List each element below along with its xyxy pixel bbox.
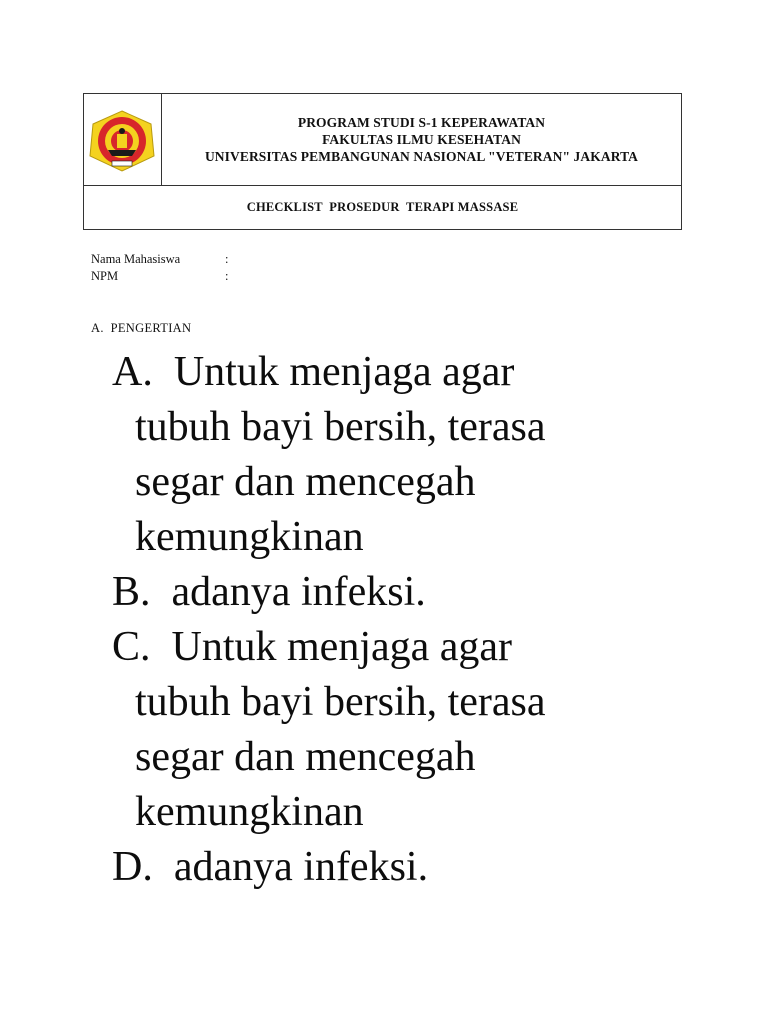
program-study-line: PROGRAM STUDI S-1 KEPERAWATAN [297, 115, 546, 130]
field-label-name: Nama Mahasiswa [91, 252, 181, 266]
field-row-npm [91, 268, 228, 285]
list-line: tubuh bayi bersih, terasa [135, 404, 546, 450]
list-item [112, 840, 752, 895]
header-top-row [84, 94, 681, 186]
section-marker: A. [91, 321, 104, 335]
list-line: tubuh bayi bersih, terasa [135, 679, 546, 725]
list-item [112, 345, 752, 565]
student-fields [91, 251, 228, 285]
header-bottom-row [84, 186, 681, 229]
section-heading [91, 321, 191, 336]
list-line: Untuk menjaga agar [171, 624, 513, 670]
university-seal-icon [88, 110, 156, 172]
field-separator-name: : [225, 252, 229, 266]
faculty-line: FAKULTAS ILMU KESEHATAN [322, 132, 521, 147]
definition-list [112, 345, 752, 895]
list-line: Untuk menjaga agar [173, 349, 515, 395]
list-item [112, 620, 752, 840]
list-line: segar dan mencegah [135, 734, 476, 780]
field-row-name [91, 251, 228, 268]
list-line: kemungkinan [135, 514, 364, 560]
institution-title [162, 94, 681, 185]
list-line: segar dan mencegah [135, 459, 476, 505]
university-line: UNIVERSITAS PEMBANGUNAN NASIONAL "VETERAN" JAKARTA [204, 149, 639, 164]
field-separator-npm: : [225, 269, 229, 283]
list-marker: D. [112, 844, 153, 890]
logo-cell [84, 94, 162, 185]
list-item [112, 565, 752, 620]
header-table [83, 93, 682, 230]
field-label-npm: NPM [91, 269, 119, 283]
list-marker: A. [112, 349, 153, 395]
list-marker: B. [112, 569, 151, 615]
list-line: adanya infeksi. [171, 569, 426, 615]
list-line: kemungkinan [135, 789, 364, 835]
list-line: adanya infeksi. [173, 844, 429, 890]
list-marker: C. [112, 624, 151, 670]
checklist-title: CHECKLIST PROSEDUR TERAPI MASSASE [246, 200, 519, 214]
section-title: PENGERTIAN [110, 321, 192, 335]
